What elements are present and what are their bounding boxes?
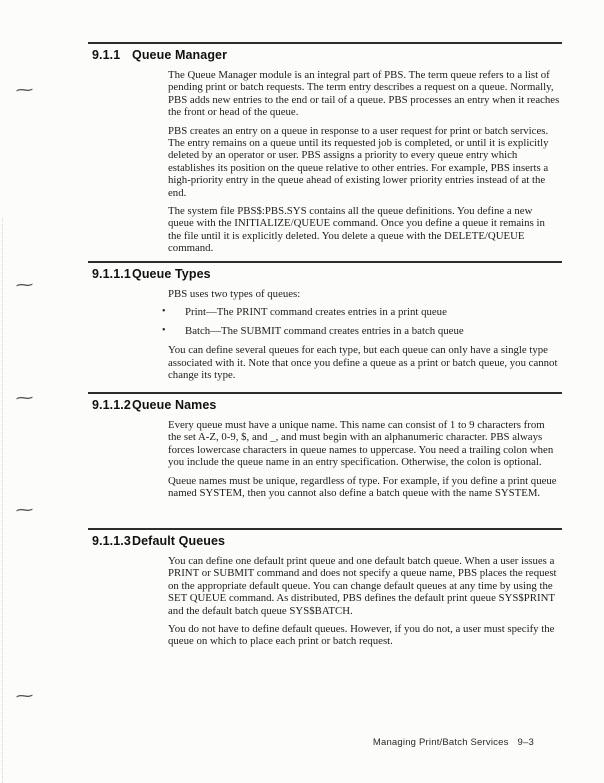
section-number: 9.1.1.3 (92, 534, 131, 548)
paragraph: PBS uses two types of queues: (168, 288, 301, 300)
section-body (162, 288, 560, 382)
section-number: 9.1.1 (92, 48, 121, 62)
section-heading (88, 267, 562, 282)
footer-page-number: 9–3 (517, 737, 534, 748)
bullet-text: Batch—The SUBMIT command creates entries in a batch queue (185, 324, 464, 337)
paragraph: You do not have to define default queues. However, if you do not, a user must specify the queue on which to place each print or batch request. (168, 623, 555, 648)
page-footer (373, 737, 534, 748)
bullet-text: Print—The PRINT command creates entries in a print queue (185, 306, 447, 319)
margin-mark-icon: ∼ (13, 390, 36, 407)
paragraph: Every queue must have a unique name. This name can consist of 1 to 9 characters from the set A-Z, 0-9, $, and _, and must begin with an alphanumeric character. PBS always forces lowercase characters in queue names to uppercase. You need a trailing colon when you include the queue name in an entry specification. Otherwise, the colon is optional. (168, 419, 554, 469)
paragraph: You can define several queues for each type, but each queue can only have a single type associated with it. Note that once you define a queue as a print or batch queue, you cannot change its type. (168, 344, 558, 382)
section-heading (88, 48, 562, 63)
list-item (162, 325, 560, 337)
section-9.1.1.1 (88, 261, 562, 387)
section-body (168, 69, 560, 255)
section-heading (88, 534, 562, 549)
paragraph: PBS creates an entry on a queue in response to a user request for print or batch services. The entry remains on a queue until its requested job is completed, or until it is explicitly deleted by an operator or user. PBS assigns a priority to every queue entry which establishes its position on the queue relative to other entries. For example, PBS inserts a high-priority entry in the queue ahead of existing lower priority entries instead of at the end. (168, 124, 549, 199)
margin-mark-icon: ∼ (13, 688, 36, 705)
section-9.1.1.2 (88, 392, 562, 505)
section-title: Default Queues (132, 534, 226, 548)
paragraph: The Queue Manager module is an integral part of PBS. The term queue refers to a list of pending print or batch requests. The term entry describes a request on a queue. Normally, PBS adds new entries to the end or tail of a queue. PBS processes an entry when it reaches the front or head of the queue. (168, 69, 560, 119)
list-item (162, 306, 560, 318)
paragraph: Queue names must be unique, regardless of type. For example, if you define a print queue named SYSTEM, then you cannot also define a batch queue with the name SYSTEM. (168, 474, 557, 500)
section-heading (88, 398, 562, 413)
section-title: Queue Types (132, 267, 211, 281)
margin-mark-icon: ∼ (13, 502, 36, 519)
section-number: 9.1.1.2 (92, 398, 131, 412)
margin-mark-icon: ∼ (13, 277, 36, 294)
section-body (168, 419, 560, 499)
section-number: 9.1.1.1 (92, 267, 131, 281)
section-title: Queue Manager (132, 48, 228, 62)
scan-edge-artifact (2, 218, 3, 783)
paragraph: You can define one default print queue and one default batch queue. When a user issues a PRINT or SUBMIT command and does not specify a queue name, PBS places the request on the appropriate default queue. You can change default queues at any time by using the SET QUEUE command. As distributed, PBS defines the default print queue SYS$PRINT and the default batch queue SYS$BATCH. (168, 555, 557, 617)
bullet-icon: • (162, 306, 166, 318)
section-9.1.1 (88, 42, 562, 261)
section-body (168, 555, 560, 648)
bullet-icon: • (162, 324, 166, 336)
paragraph: The system file PBS$:PBS.SYS contains all the queue definitions. You define a new queue with the INITIALIZE/QUEUE command. Once you define a queue it remains in the file until it is explicitly deleted. You delete a queue with the DELETE/QUEUE command. (168, 205, 545, 255)
bullet-list (162, 306, 560, 337)
footer-running-title: Managing Print/Batch Services (372, 737, 509, 748)
margin-mark-icon: ∼ (13, 82, 36, 99)
section-title: Queue Names (132, 398, 217, 412)
section-9.1.1.3 (88, 528, 562, 654)
